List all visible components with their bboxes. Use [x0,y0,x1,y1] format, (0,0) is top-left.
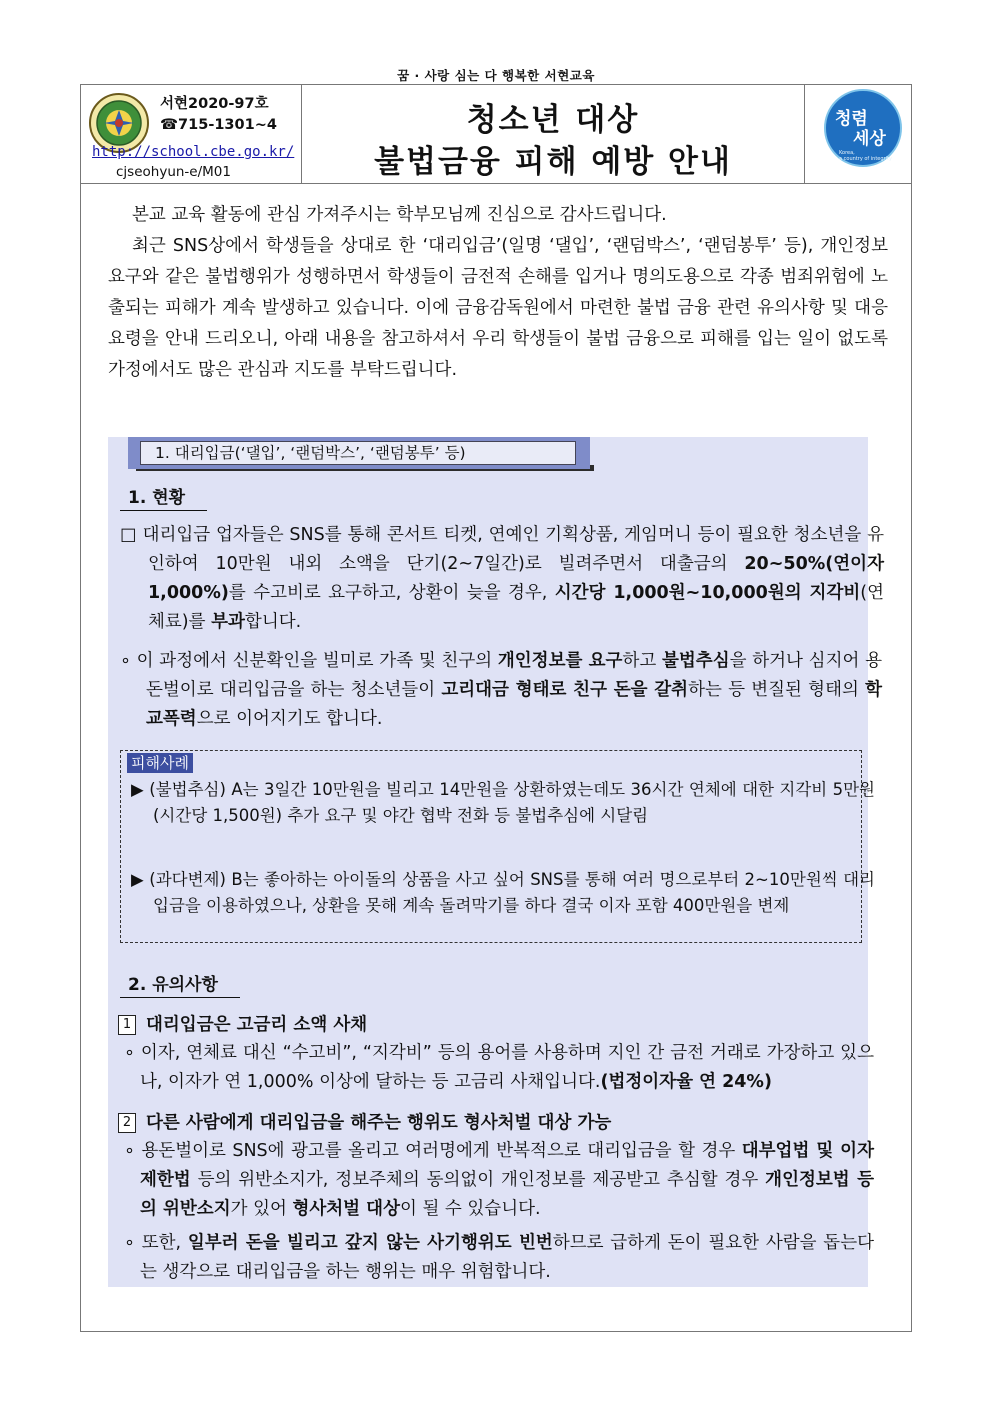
caution-2-text-a: ∘ 용돈벌이로 SNS에 광고를 올리고 여러명에게 반복적으로 대리입금을 할 경우 [124,1141,742,1161]
caution-2-text-c: 등의 위반소지가, 정보주체의 동의없이 개인정보를 제공받고 추심할 경우 [190,1170,766,1190]
caution-2-highlight-laws: 대부업법 및 이자제한법 [140,1141,874,1190]
logo-text: 청렴 [835,109,868,129]
caution-2-highlight-criminal: 형사처벌 대상 [292,1199,400,1219]
caution-2-title-row [118,1109,858,1138]
status-p2-highlight-info: 개인정보를 요구 [497,651,623,671]
status-p1-highlight-charge: 부과 [211,612,245,632]
status-p1-text-a: 대리입금 업자들은 SNS를 통해 콘서트 티켓, 연예인 기획상품, 게임머니 등이 필요한 청소년을 유인하여 10만원 내외 소액을 단기(2~7일간)로 빌려주면서 대출금의 [142,525,884,574]
school-id: cjseohyun-e/M01 [116,164,231,180]
caution-1-text: ∘ 이자, 연체료 대신 “수고비”, “지각비” 등의 용어를 사용하며 지인 간 금전 거래로 가장하고 있으나, 이자가 연 1,000% 이상에 달하는 등 고금리 사채입니다. [124,1043,874,1092]
status-p1-text-g: 합니다. [244,612,302,632]
case-item-1: ▶ (불법추심) A는 3일간 10만원을 빌리고 14만원을 상환하였는데도 36시간 연체에 대한 지각비 5만원(시간당 1,500원) 추가 요구 및 야간 협박 전화 등 불법추심에 시달림 [131,780,875,825]
status-p2-text-i: 으로 이어지기도 합니다. [196,709,383,729]
integrity-logo-icon [823,88,903,168]
status-p1-highlight-fee: 시간당 1,000원~10,000원의 지각비 [554,583,861,603]
school-motto: 꿈 · 사랑 심는 다 행복한 서현교육 [397,68,595,83]
status-p2-highlight-violence: 학교폭력 [146,680,882,729]
header-logo-cell [804,84,912,184]
status-p1-text-c: 를 수고비로 요구하고, 상환이 늦을 경우, [228,583,555,603]
intro-text [108,200,888,386]
caution-2-text-e: 가 있어 [230,1199,293,1219]
status-p1-text-e: (연체료)를 [148,583,884,632]
caution-2-text-g: 이 될 수 있습니다. [400,1199,541,1219]
caution-1-title-row [118,1011,858,1040]
caution-3-text-c: 하므로 급하게 돈이 필요한 사람을 돕는다는 생각으로 대리입금을 하는 행위는 매우 위험합니다. [140,1233,875,1282]
header-info-cell [80,84,302,184]
damage-cases-box [120,750,875,943]
status-paragraph-2 [120,647,882,734]
damage-cases-tag: 피해사례 [127,753,193,773]
status-p2-text-a: ∘ 이 과정에서 신분확인을 빌미로 가족 및 친구의 [120,651,498,671]
caution-1-legal-rate: (법정이자율 연 24%) [600,1072,772,1092]
status-p1-highlight-rate: 20~50%(연이자 1,000%) [148,554,884,603]
intro-paragraph-1: 본교 교육 활동에 관심 가져주시는 학부모님께 진심으로 감사드립니다. [132,205,667,225]
status-p2-text-g: 하는 등 변질된 형태의 [688,680,866,700]
logo-sub-2: a country of integrity [839,156,892,162]
caution-3-text-a: ∘ 또한, [124,1233,188,1253]
status-bullet: □ [120,525,137,545]
caution-2-number-box: 2 [118,1113,136,1133]
caution-1-title: 대리입금은 고금리 소액 사채 [146,1015,368,1035]
status-paragraph-1 [120,521,884,637]
page-title-line1: 청소년 대상 [466,102,640,138]
caution-3-body [124,1229,874,1287]
content-panel [108,437,884,1287]
caution-1-body [124,1039,874,1097]
caution-1-number-box: 1 [118,1015,136,1035]
section-tab-label: 1. 대리입금(‘댈입’, ‘랜덤박스’, ‘랜덤봉투’ 등) [140,441,576,465]
logo-sub-1: Korea, [839,150,855,156]
logo-text-2: 세상 [853,129,886,149]
status-p2-highlight-collect: 불법추심 [662,651,730,671]
status-p2-text-e: 을 하거나 심지어 용돈벌이로 대리입금을 하는 청소년들이 [146,651,883,700]
phone-number: ☎715-1301~4 [160,117,277,133]
case-item-2: ▶ (과다변제) B는 좋아하는 아이돌의 상품을 사고 싶어 SNS를 통해 여러 명으로부터 2~10만원씩 대리입금을 이용하였으나, 상환을 못해 계속 돌려막기를 하다 결국 이자 포함 400만원을 변제 [131,870,875,915]
section-tab [128,437,590,469]
document-header [80,84,912,184]
caution-2-title: 다른 사람에게 대리입금을 해주는 행위도 형사처벌 대상 가능 [146,1113,612,1133]
caution-2-body [124,1137,874,1224]
caution-3-highlight-fraud: 일부러 돈을 빌리고 갚지 않는 사기행위도 빈번 [187,1233,553,1253]
caution-2-highlight-privacy: 개인정보법 등의 위반소지 [140,1170,874,1219]
intro-paragraph-2: 최근 SNS상에서 학생들을 상대로 한 ‘대리입금’(일명 ‘댈입’, ‘랜덤박스’, ‘랜덤봉투’ 등), 개인정보 요구와 같은 불법행위가 성행하면서 학생들이 금전적 손해를 입거나 명의도용으로 각종 범죄위험에 노출되는 피해가 계속 발생하고 있습니다. 이에 금융감독원에서 마련한 불법 금융 관련 유의사항 및 대응 요령을 안내 드리오니, 아래 내용을 참고하셔서 우리 학생들이 불법 금융으로 피해를 입는 일이 없도록 가정에서도 많은 관심과 지도를 부탁드립니다. [108,236,888,380]
status-p2-highlight-extort: 고리대금 형태로 친구 돈을 갈취 [441,680,689,700]
status-heading: 1. 현황 [120,483,207,511]
status-p2-text-c: 하고 [622,651,662,671]
document-number: 서현2020-97호 [160,96,269,112]
school-url-link[interactable]: http://school.cbe.go.kr/ [92,144,295,160]
page-title-line2: 불법금융 피해 예방 안내 [374,144,732,180]
caution-heading: 2. 유의사항 [120,970,240,998]
